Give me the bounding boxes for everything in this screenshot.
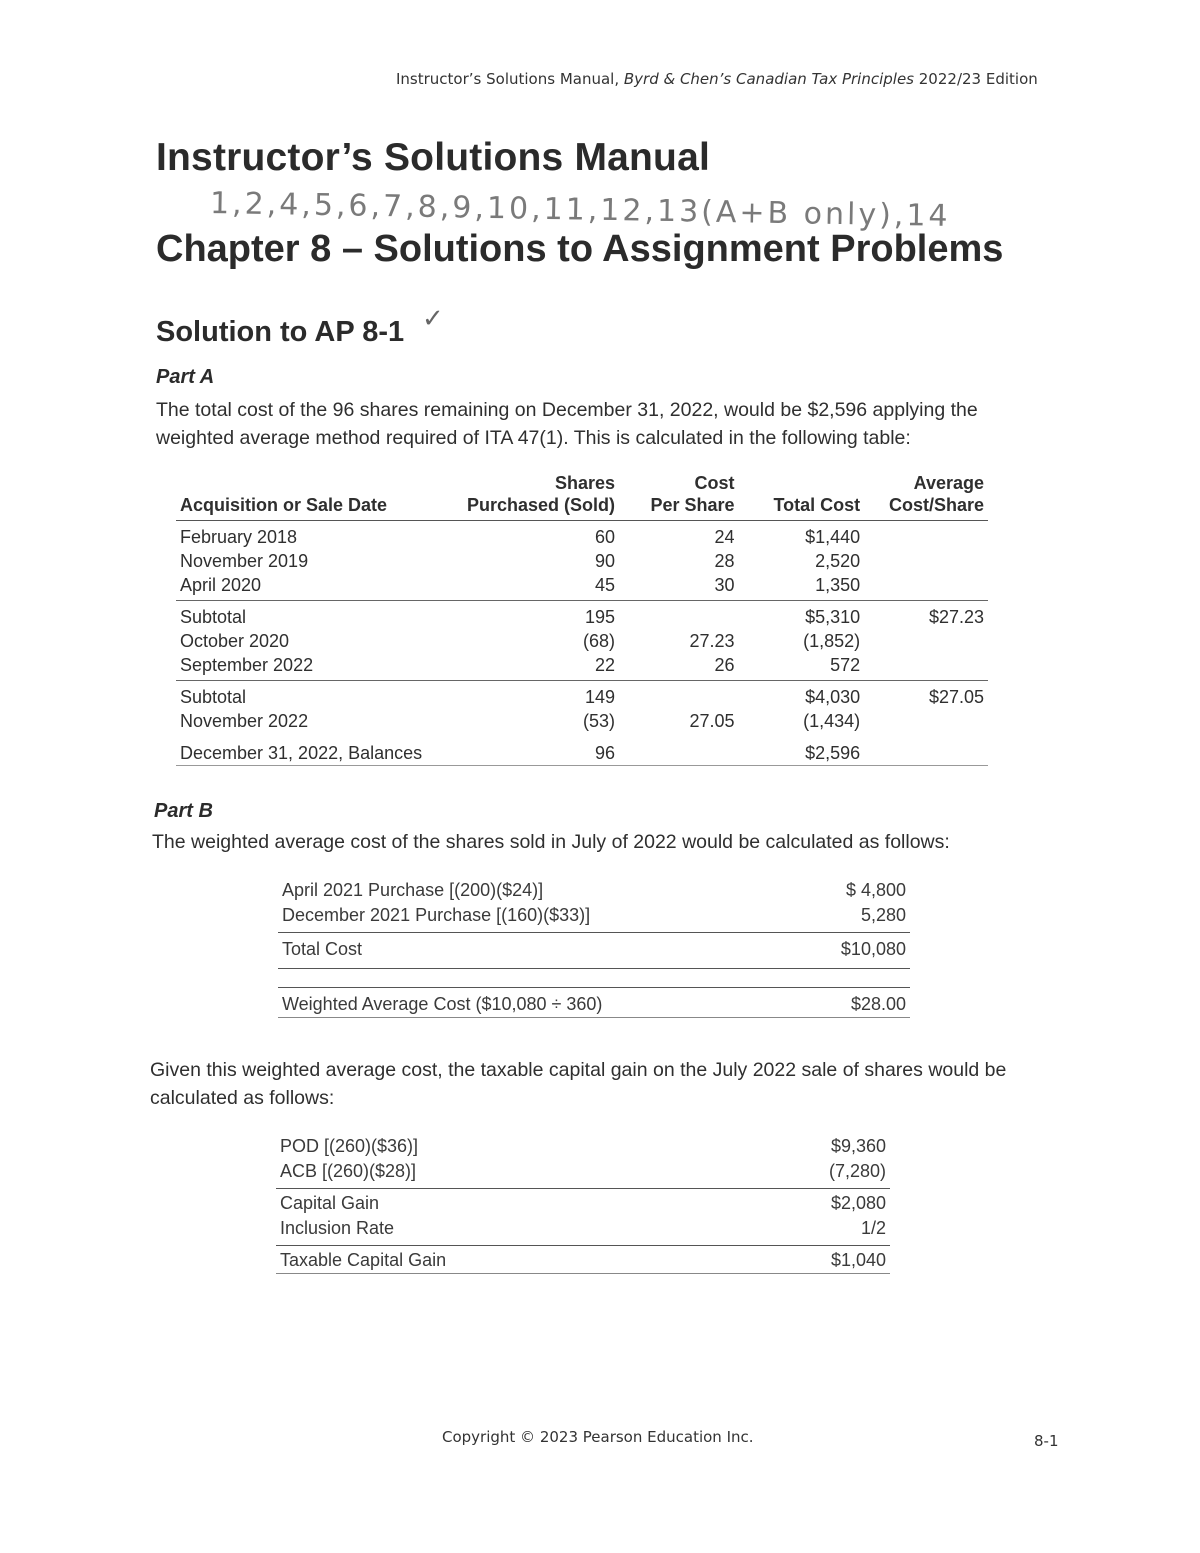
cell-total: (1,434) bbox=[803, 711, 861, 731]
cell-date: April 2020 bbox=[176, 573, 448, 601]
part-b-text-2: Given this weighted average cost, the taxable capital gain on the July 2022 sale of shares would be calculated as follows: bbox=[150, 1059, 1007, 1109]
cell-average bbox=[864, 549, 988, 573]
cell-average bbox=[864, 521, 988, 550]
calc-row bbox=[278, 878, 910, 903]
cell-date: September 2022 bbox=[176, 653, 448, 681]
cell-cost bbox=[619, 733, 739, 766]
table-row bbox=[176, 629, 988, 653]
acquisition-table bbox=[176, 472, 988, 766]
calc-row-result bbox=[276, 1246, 890, 1274]
calc-row bbox=[276, 1159, 890, 1189]
table-row bbox=[176, 521, 988, 550]
cell-shares: 90 bbox=[595, 551, 616, 571]
part-b-text: The weighted average cost of the shares sold in July of 2022 would be calculated as follows: bbox=[152, 831, 950, 853]
cell-total: (1,852) bbox=[803, 631, 861, 651]
cell-shares: (53) bbox=[583, 711, 616, 731]
capital-gain-table bbox=[276, 1134, 890, 1274]
calc-label: Inclusion Rate bbox=[276, 1216, 723, 1246]
header-date: Acquisition or Sale Date bbox=[176, 472, 448, 521]
cell-average: $27.23 bbox=[928, 607, 984, 627]
cell-average bbox=[864, 629, 988, 653]
cell-shares: 22 bbox=[448, 653, 619, 681]
table-row-subtotal bbox=[176, 681, 988, 710]
chapter-title: Chapter 8 – Solutions to Assignment Problems bbox=[156, 228, 1004, 270]
cell-cost bbox=[619, 601, 739, 630]
cell-cost: 26 bbox=[619, 653, 739, 681]
weighted-average-table bbox=[278, 878, 910, 1018]
cell-total: $4,030 bbox=[805, 687, 861, 707]
cell-date: October 2020 bbox=[180, 631, 290, 651]
table-header-row bbox=[176, 472, 988, 521]
calc-label: December 2021 Purchase [(160)($33)] bbox=[278, 903, 795, 933]
cell-total: 572 bbox=[739, 653, 865, 681]
calc-label: Total Cost bbox=[278, 933, 795, 969]
table-row-balance bbox=[176, 733, 988, 766]
calc-label: Capital Gain bbox=[280, 1193, 380, 1213]
cell-cost bbox=[619, 681, 739, 710]
cell-total: $2,596 bbox=[739, 733, 865, 766]
cell-cost: 30 bbox=[619, 573, 739, 601]
footer-copyright: Copyright © 2023 Pearson Education Inc. bbox=[442, 1428, 754, 1446]
table-row bbox=[176, 709, 988, 733]
calc-row-total bbox=[278, 933, 910, 969]
table-row bbox=[176, 549, 988, 573]
calc-row-result bbox=[278, 988, 910, 1018]
cell-total: 1,350 bbox=[739, 573, 865, 601]
cell-cost: 24 bbox=[714, 527, 735, 547]
calc-label: ACB [(260)($28)] bbox=[276, 1159, 723, 1189]
part-a-text: The total cost of the 96 shares remaining on December 31, 2022, would be $2,596 applying the weighted average method required of ITA 47(1). This is calculated in the following table: bbox=[156, 399, 978, 449]
calc-value: 5,280 bbox=[795, 903, 910, 933]
spacer-cell bbox=[278, 969, 910, 988]
calc-label: POD [(260)($36)] bbox=[280, 1136, 419, 1156]
cell-average bbox=[864, 653, 988, 681]
cell-shares: 149 bbox=[584, 687, 616, 707]
manual-title: Instructor’s Solutions Manual bbox=[156, 136, 711, 179]
cell-date: November 2022 bbox=[180, 711, 309, 731]
table-row bbox=[176, 653, 988, 681]
handwritten-note: 1,2,4,5,6,7,8,9,10,11,12,13(A+B only),14 bbox=[209, 186, 951, 234]
table-row bbox=[176, 573, 988, 601]
running-header bbox=[396, 70, 1086, 88]
part-b-heading: Part B bbox=[154, 800, 213, 822]
calc-row bbox=[276, 1189, 890, 1217]
calc-value: $28.00 bbox=[795, 988, 910, 1018]
calc-value: $10,080 bbox=[795, 933, 910, 969]
running-header-suffix: 2022/23 Edition bbox=[914, 70, 1038, 88]
calc-label: Weighted Average Cost ($10,080 ÷ 360) bbox=[278, 988, 795, 1018]
cell-date: Subtotal bbox=[180, 607, 247, 627]
calc-value: (7,280) bbox=[723, 1159, 890, 1189]
header-cost: Cost Per Share bbox=[619, 472, 739, 521]
calc-value: $1,040 bbox=[723, 1246, 890, 1274]
cell-shares: 195 bbox=[584, 607, 616, 627]
handwritten-checkmark-icon: ✓ bbox=[422, 304, 444, 334]
cell-cost: 27.23 bbox=[689, 631, 735, 651]
calc-label: April 2021 Purchase [(200)($24)] bbox=[282, 880, 544, 900]
calc-value: 1/2 bbox=[723, 1216, 890, 1246]
header-total: Total Cost bbox=[739, 472, 865, 521]
cell-date: Subtotal bbox=[180, 687, 247, 707]
cell-shares: (68) bbox=[583, 631, 616, 651]
cell-shares: 96 bbox=[448, 733, 619, 766]
calc-value: $9,360 bbox=[830, 1136, 886, 1156]
calc-row bbox=[276, 1134, 890, 1159]
cell-shares: 45 bbox=[448, 573, 619, 601]
table-row-subtotal bbox=[176, 601, 988, 630]
cell-date: February 2018 bbox=[180, 527, 298, 547]
cell-average bbox=[864, 573, 988, 601]
calc-spacer bbox=[278, 969, 910, 988]
cell-total: $1,440 bbox=[805, 527, 861, 547]
part-a-heading: Part A bbox=[156, 366, 215, 388]
running-header-prefix: Instructor’s Solutions Manual, bbox=[396, 70, 624, 88]
cell-cost: 28 bbox=[714, 551, 735, 571]
calc-value: $2,080 bbox=[830, 1193, 886, 1213]
header-shares: Shares Purchased (Sold) bbox=[448, 472, 619, 521]
cell-total: 2,520 bbox=[815, 551, 861, 571]
calc-label: Taxable Capital Gain bbox=[276, 1246, 723, 1274]
cell-date: December 31, 2022, Balances bbox=[176, 733, 448, 766]
calc-value: $ 4,800 bbox=[845, 880, 906, 900]
header-average: Average Cost/Share bbox=[864, 472, 988, 521]
solution-title: Solution to AP 8-1 bbox=[156, 316, 405, 348]
cell-date: November 2019 bbox=[180, 551, 309, 571]
cell-average bbox=[864, 733, 988, 766]
calc-row bbox=[278, 903, 910, 933]
cell-average bbox=[864, 709, 988, 733]
cell-cost: 27.05 bbox=[689, 711, 735, 731]
calc-row bbox=[276, 1216, 890, 1246]
cell-total: $5,310 bbox=[805, 607, 861, 627]
cell-shares: 60 bbox=[595, 527, 616, 547]
footer-page-number: 8-1 bbox=[1034, 1432, 1059, 1450]
running-header-book-title: Byrd & Chen’s Canadian Tax Principles bbox=[623, 70, 914, 88]
cell-average: $27.05 bbox=[928, 687, 984, 707]
